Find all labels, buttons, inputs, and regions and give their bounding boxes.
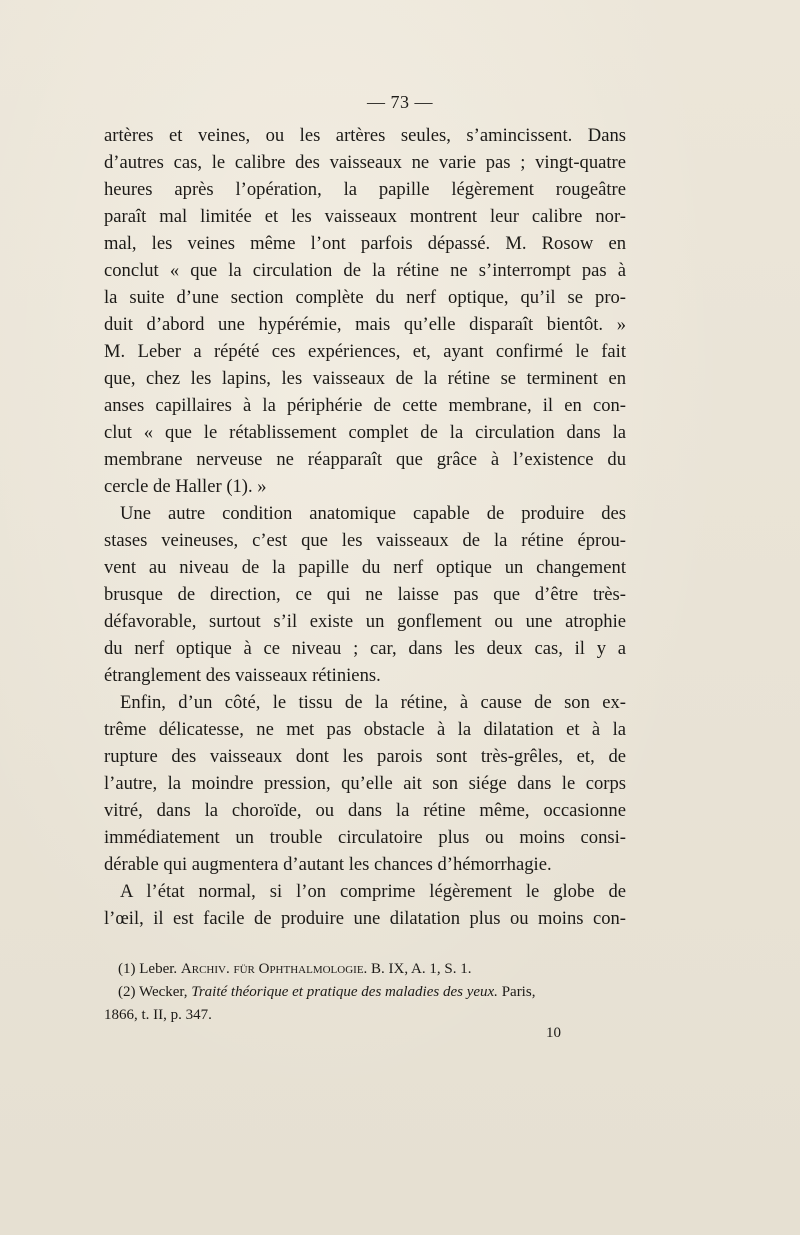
footnote-journal: Archiv. für Ophthalmologie. xyxy=(180,961,368,977)
text-line: trême délicatesse, ne met pas obstacle à la dilatation et à la xyxy=(104,719,626,740)
footnote-title: Traité théorique et pratique des maladies des yeux. xyxy=(191,984,498,1000)
footnotes xyxy=(104,958,626,1027)
text-line: membrane nerveuse ne réapparaît que grâce à l’existence du xyxy=(104,449,626,470)
text-line: que, chez les lapins, les vaisseaux de la rétine se terminent en xyxy=(104,368,626,389)
text-line: artères et veines, ou les artères seules, s’amincissent. Dans xyxy=(104,125,626,146)
text-line: M. Leber a répété ces expériences, et, ayant confirmé le fait xyxy=(104,341,626,362)
footnote-author: Leber. xyxy=(139,961,178,977)
footnote-marker: (1) xyxy=(118,961,136,977)
text-line: duit d’abord une hypérémie, mais qu’elle disparaît bientôt. » xyxy=(104,314,626,335)
footnote-2-continuation: 1866, t. II, p. 347. xyxy=(104,1007,212,1023)
text-line: l’autre, la moindre pression, qu’elle ait son siége dans le corps xyxy=(104,773,626,794)
footnote-marker: (2) xyxy=(118,984,136,1000)
text-line: A l’état normal, si l’on comprime légèrement le globe de xyxy=(120,881,626,902)
text-line: vent au niveau de la papille du nerf optique un changement xyxy=(104,557,626,578)
text-line: étranglement des vaisseaux rétiniens. xyxy=(104,665,381,686)
footnote-reference: B. IX, A. 1, S. 1. xyxy=(371,961,472,977)
footnote-author: Wecker, xyxy=(138,984,188,1000)
footnote-1 xyxy=(104,958,626,981)
text-line: stases veineuses, c’est que les vaisseaux de la rétine éprou- xyxy=(104,530,626,551)
text-line: clut « que le rétablissement complet de la circulation dans la xyxy=(104,422,626,443)
body-text xyxy=(104,122,626,932)
text-line: défavorable, surtout s’il existe un gonflement ou une atrophie xyxy=(104,611,626,632)
text-line: du nerf optique à ce niveau ; car, dans les deux cas, il y a xyxy=(104,638,626,659)
text-line: la suite d’une section complète du nerf optique, qu’il se pro- xyxy=(104,287,626,308)
text-line: Enfin, d’un côté, le tissu de la rétine, à cause de son ex- xyxy=(120,692,626,713)
text-line: heures après l’opération, la papille légèrement rougeâtre xyxy=(104,179,626,200)
text-line: dérable qui augmentera d’autant les chances d’hémorrhagie. xyxy=(104,854,552,875)
footnote-place: Paris, xyxy=(501,984,536,1000)
signature-mark: 10 xyxy=(546,1025,561,1041)
text-line: paraît mal limitée et les vaisseaux montrent leur calibre nor- xyxy=(104,206,626,227)
footnote-2 xyxy=(104,981,626,1004)
text-line: d’autres cas, le calibre des vaisseaux ne varie pas ; vingt-quatre xyxy=(104,152,626,173)
page-number: — 73 — xyxy=(367,92,433,112)
text-line: Une autre condition anatomique capable de produire des xyxy=(120,503,626,524)
text-line: vitré, dans la choroïde, ou dans la rétine même, occasionne xyxy=(104,800,626,821)
text-line: brusque de direction, ce qui ne laisse pas que d’être très- xyxy=(104,584,626,605)
text-line: cercle de Haller (1). » xyxy=(104,476,267,497)
text-line: anses capillaires à la périphérie de cette membrane, il en con- xyxy=(104,395,626,416)
text-line: immédiatement un trouble circulatoire plus ou moins consi- xyxy=(104,827,626,848)
text-line: rupture des vaisseaux dont les parois sont très-grêles, et, de xyxy=(104,746,626,767)
text-line: mal, les veines même l’ont parfois dépassé. M. Rosow en xyxy=(104,233,626,254)
text-line: conclut « que la circulation de la rétine ne s’interrompt pas à xyxy=(104,260,626,281)
text-line: l’œil, il est facile de produire une dilatation plus ou moins con- xyxy=(104,908,626,929)
